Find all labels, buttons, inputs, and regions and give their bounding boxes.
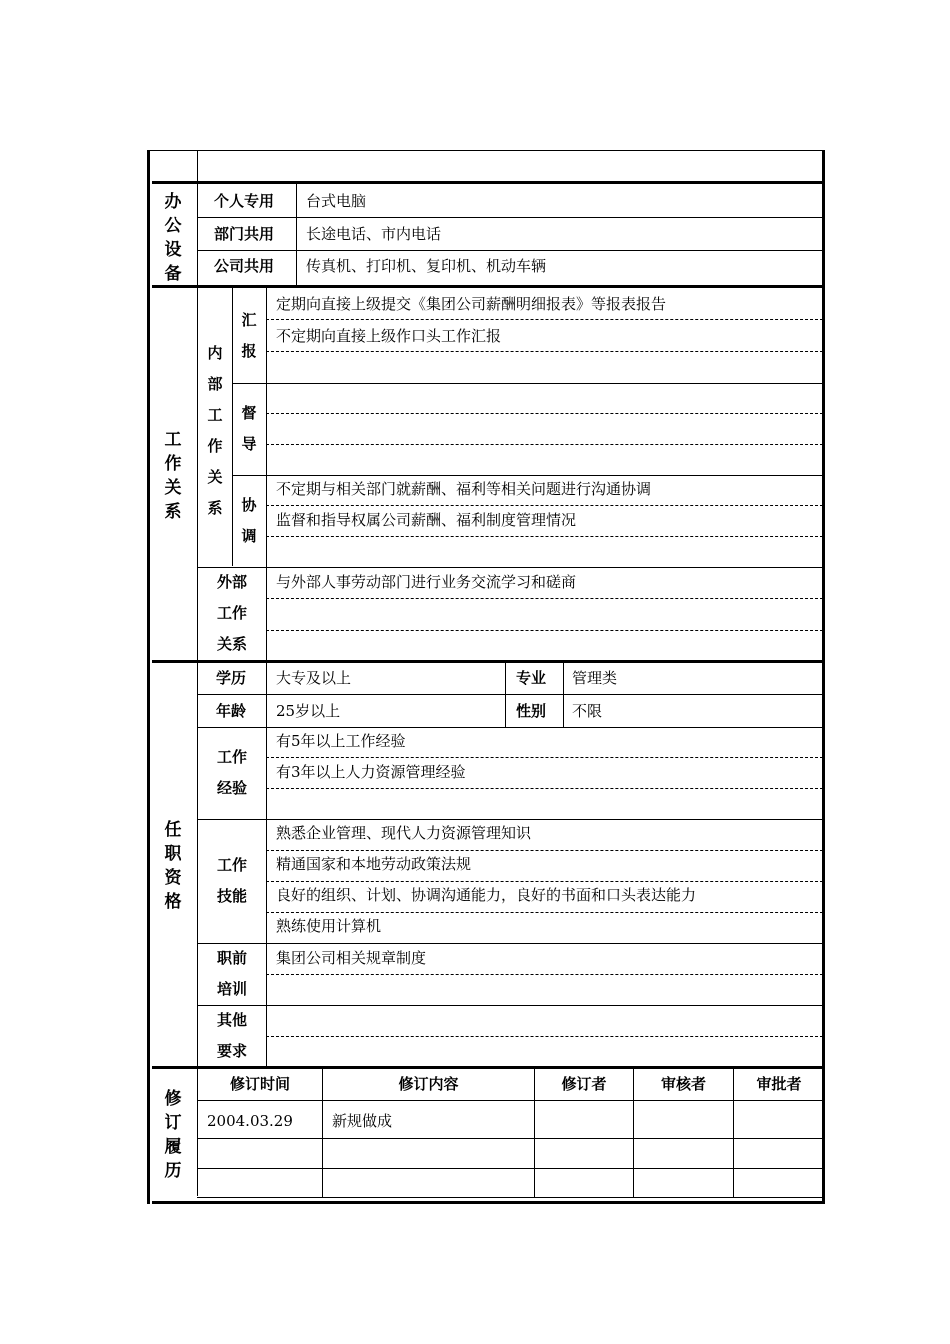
revision-section-title: 修订履历	[164, 1089, 182, 1181]
revision-header: 修订内容	[398, 1075, 459, 1093]
row-line	[197, 1005, 824, 1006]
row-line	[197, 1100, 824, 1101]
row-line	[197, 250, 824, 251]
content-col-divider	[266, 663, 267, 1067]
dash-line	[266, 757, 823, 758]
external-relations-label: 外部工作关系	[216, 573, 247, 653]
dash-line	[266, 912, 823, 913]
relations-section-title: 工作关系	[164, 430, 182, 522]
report-line: 定期向直接上级提交《集团公司薪酬明细报表》等报表报告	[276, 295, 667, 313]
dash-line	[266, 974, 823, 975]
report-line: 不定期向直接上级作口头工作汇报	[276, 327, 502, 345]
education-value: 大专及以上	[276, 669, 352, 687]
experience-line: 有5年以上工作经验	[276, 732, 406, 750]
revision-header: 审核者	[660, 1075, 706, 1093]
dash-line	[266, 319, 823, 320]
row-line	[197, 567, 824, 568]
qual-mid-divider	[563, 663, 564, 728]
gender-label: 性别	[516, 702, 547, 720]
coordinate-line: 监督和指导权属公司薪酬、福利制度管理情况	[276, 511, 577, 529]
experience-label: 工作经验	[216, 748, 247, 797]
row-line	[197, 1168, 824, 1169]
office-row-value: 传真机、打印机、复印机、机动车辆	[306, 257, 547, 275]
coordinate-label: 协调	[241, 496, 257, 545]
major-label: 专业	[516, 669, 547, 687]
row-line	[197, 1138, 824, 1139]
bottom-border	[152, 1201, 825, 1204]
revision-date: 2004.03.29	[207, 1112, 293, 1130]
row-line	[197, 1197, 824, 1198]
education-label: 学历	[216, 669, 247, 687]
skills-label: 工作技能	[216, 856, 247, 905]
age-label: 年龄	[216, 702, 247, 720]
experience-line: 有3年以上人力资源管理经验	[276, 763, 466, 781]
age-value: 25岁以上	[276, 702, 341, 720]
row-line	[197, 217, 824, 218]
dash-line	[266, 881, 823, 882]
office-row-label: 公司共用	[214, 257, 275, 275]
major-value: 管理类	[572, 669, 618, 687]
dash-line	[266, 850, 823, 851]
skills-line: 精通国家和本地劳动政策法规	[276, 855, 472, 873]
training-label: 职前培训	[216, 949, 247, 998]
office-row-value: 长途电话、市内电话	[306, 225, 442, 243]
office-row-label: 个人专用	[214, 192, 275, 210]
skills-line: 良好的组织、计划、协调沟通能力，良好的书面和口头表达能力	[276, 886, 697, 904]
left-border	[147, 150, 150, 1204]
internal-relations-label: 内部工作关系	[207, 344, 223, 517]
section-divider	[197, 150, 198, 1196]
office-row-value: 台式电脑	[306, 192, 367, 210]
right-border	[822, 150, 825, 1204]
external-line: 与外部人事劳动部门进行业务交流学习和磋商	[276, 573, 577, 591]
row-line	[197, 727, 824, 728]
section-rule	[152, 181, 822, 184]
revision-header: 修订者	[561, 1075, 607, 1093]
row-line	[197, 819, 824, 820]
revision-content: 新规做成	[332, 1112, 393, 1130]
section-rule	[152, 660, 822, 663]
top-border	[147, 150, 825, 151]
office-section-title: 办公设备	[164, 192, 182, 284]
supervise-label: 督导	[241, 404, 257, 453]
skills-line: 熟练使用计算机	[276, 917, 382, 935]
office-row-label: 部门共用	[214, 225, 275, 243]
training-line: 集团公司相关规章制度	[276, 949, 427, 967]
row-line	[232, 383, 824, 384]
row-line	[197, 694, 824, 695]
dash-line	[266, 413, 823, 414]
office-col-divider	[296, 184, 297, 285]
dash-line	[266, 505, 823, 506]
revision-header: 修订时间	[229, 1075, 290, 1093]
qual-mid-divider	[505, 663, 506, 728]
dash-line	[266, 536, 823, 537]
section-rule	[152, 1066, 822, 1069]
dash-line	[266, 598, 823, 599]
qualification-section-title: 任职资格	[164, 820, 182, 912]
dash-line	[266, 1036, 823, 1037]
report-label: 汇报	[241, 311, 257, 360]
section-rule	[152, 285, 822, 288]
skills-line: 熟悉企业管理、现代人力资源管理知识	[276, 824, 532, 842]
row-line	[232, 475, 824, 476]
dash-line	[266, 788, 823, 789]
row-line	[197, 943, 824, 944]
revision-header: 审批者	[756, 1075, 802, 1093]
gender-value: 不限	[572, 702, 603, 720]
dash-line	[266, 351, 823, 352]
coordinate-line: 不定期与相关部门就薪酬、福利等相关问题进行沟通协调	[276, 480, 652, 498]
dash-line	[266, 444, 823, 445]
dash-line	[266, 630, 823, 631]
content-col-divider	[266, 288, 267, 660]
other-requirements-label: 其他要求	[216, 1011, 247, 1060]
internal-col-divider	[232, 288, 233, 566]
